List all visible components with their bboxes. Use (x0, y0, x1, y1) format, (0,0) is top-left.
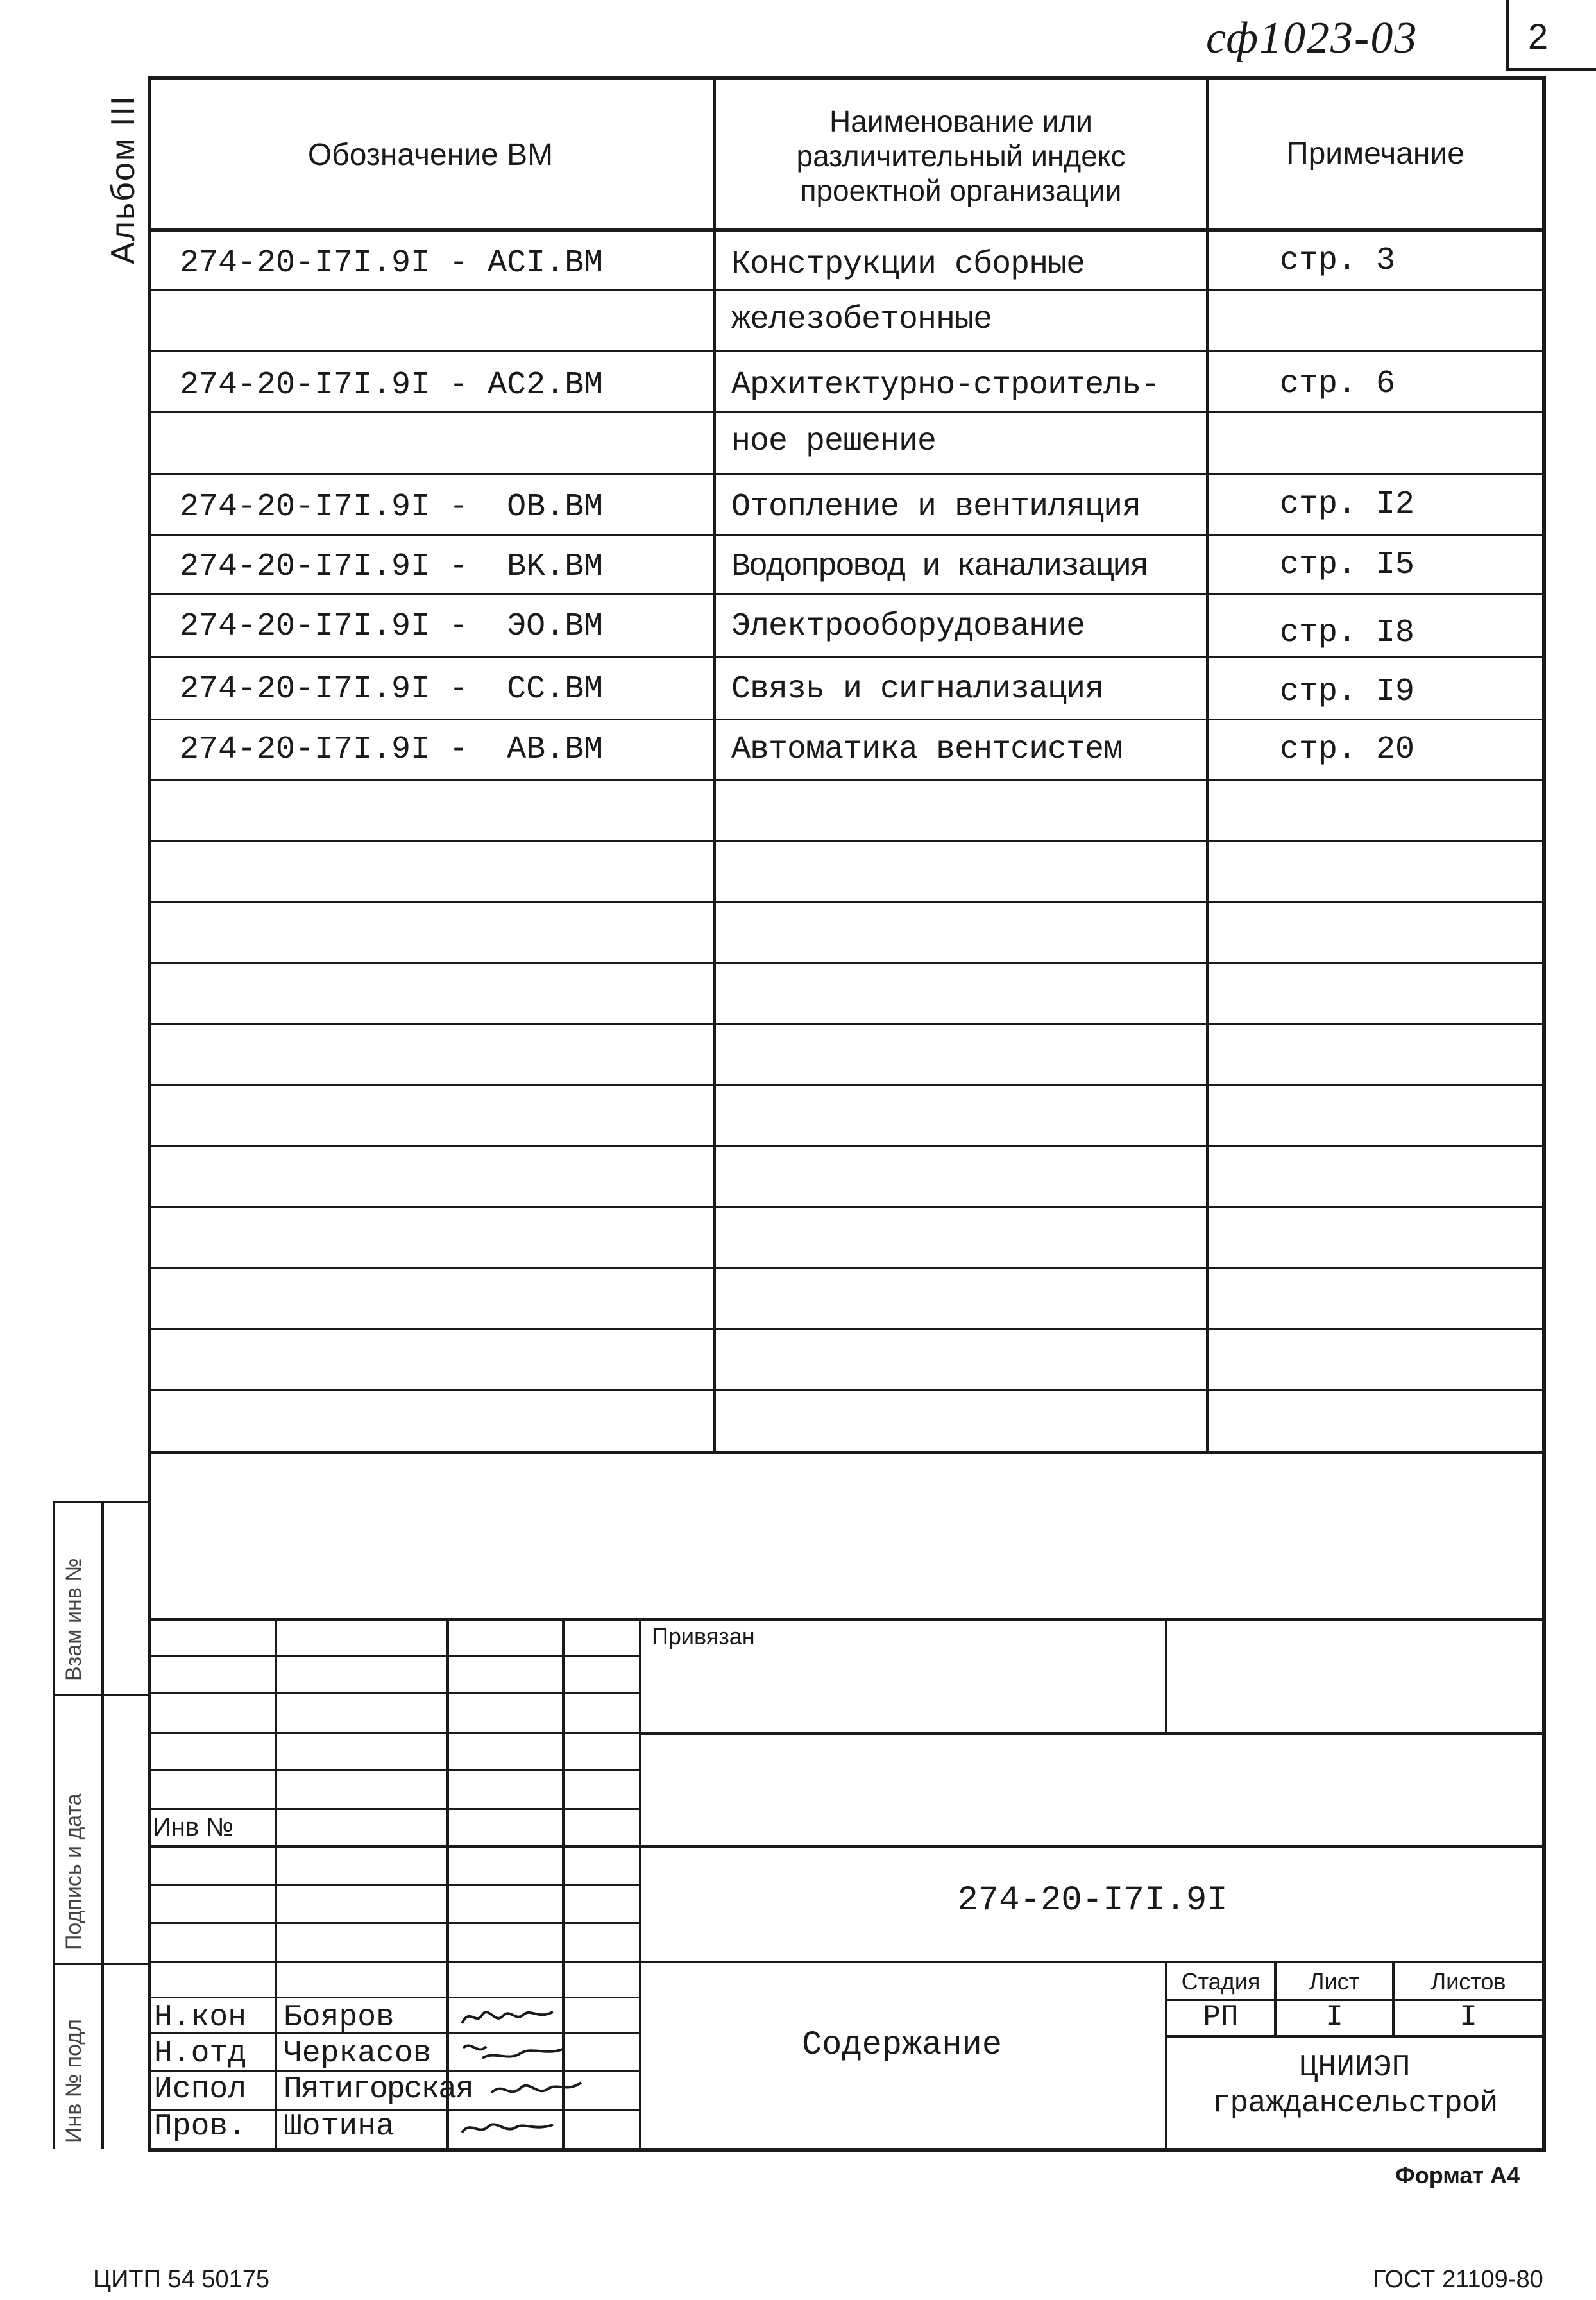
inv-no-label: Инв № (153, 1813, 234, 1841)
row-name: Автоматика вентсистем (731, 731, 1123, 768)
stage-label: Стадия (1181, 1968, 1261, 1995)
person-name: Пятигорская (284, 2072, 473, 2107)
stage-value: РП (1203, 2000, 1239, 2034)
person-name: Черкасов (284, 2036, 432, 2071)
tb-row-line (148, 1808, 640, 1810)
format-label: Формат А4 (1395, 2162, 1520, 2188)
sheets-value: I (1459, 2000, 1477, 2034)
person-role: Пров. (154, 2109, 247, 2144)
header-name-line-1: Наименование или (829, 105, 1092, 138)
row-line (148, 656, 1546, 658)
frame-top (148, 76, 1546, 80)
row-code: 274-20-I7I.9I - AB.BM (180, 731, 604, 768)
header-name-line-3: проектной организации (800, 174, 1122, 207)
doc-code: 274-20-I7I.9I (957, 1881, 1228, 1920)
stamp-strip-line-1 (53, 1501, 148, 1503)
row-line (148, 1328, 1546, 1330)
row-line (148, 719, 1546, 720)
tb-privyazan-divider (1165, 1618, 1167, 1732)
stamp-strip-left (53, 1501, 55, 2149)
stamp-label-podpis-data: Подпись и дата (62, 1793, 86, 1950)
row-name: ное решение (731, 423, 937, 460)
handwritten-document-code: сф1023-03 (1206, 13, 1418, 63)
tb-row-line (148, 1884, 640, 1886)
row-note: стр. I2 (1280, 486, 1415, 523)
row-line (148, 1023, 1546, 1025)
row-name: Конструкции сборные (731, 246, 1085, 283)
sheets-label: Листов (1430, 1968, 1506, 1995)
header-note: Примечание (1286, 137, 1464, 171)
row-note: стр. 20 (1280, 731, 1415, 768)
row-note: стр. 6 (1280, 366, 1396, 402)
row-name: железобетонные (731, 302, 992, 338)
row-line (148, 1267, 1546, 1269)
row-name: Связь и сигнализация (731, 671, 1104, 708)
person-role: Испол (154, 2072, 247, 2107)
signature-image (457, 2036, 566, 2068)
album-label: Альбом III (105, 94, 142, 264)
tb-row-line (148, 1655, 640, 1657)
tb-top-left (148, 1618, 640, 1621)
page-number-underline (1506, 68, 1596, 71)
sheet-label: Лист (1309, 1968, 1360, 1995)
table-col-divider-2 (1206, 76, 1209, 1452)
person-role: Н.кон (154, 2000, 247, 2035)
stamp-strip-line-2 (53, 1694, 148, 1696)
table-bottom (148, 1451, 1546, 1454)
header-name-line-2: различительный индекс (796, 139, 1126, 173)
tb-row-line (148, 1997, 640, 1998)
row-line (148, 1206, 1546, 1208)
org-name-line-1: ЦНИИЭП (1299, 2050, 1411, 2085)
row-code: 274-20-I7I.9I - ACI.BM (180, 245, 604, 282)
row-line (148, 473, 1546, 475)
header-name (716, 104, 1206, 208)
tb-row-line (148, 1922, 640, 1924)
tb-row-line (148, 1692, 640, 1694)
tb-top-right (639, 1618, 1546, 1621)
row-line (148, 1389, 1546, 1391)
frame-right (1542, 76, 1546, 2151)
org-name-line-2: граждансельстрой (1212, 2086, 1498, 2121)
tb-row-line (148, 1769, 640, 1771)
row-line (148, 350, 1546, 352)
row-code: 274-20-I7I.9I - BK.BM (180, 549, 604, 585)
footer-left-code: ЦИТП 54 50175 (93, 2266, 269, 2293)
signature-image (457, 2000, 559, 2032)
row-code: 274-20-I7I.9I - ЭO.BM (180, 608, 604, 645)
row-line (148, 1145, 1546, 1147)
row-note: стр. I8 (1280, 615, 1415, 651)
signature-image (457, 2112, 559, 2142)
tb-row-line (148, 1845, 640, 1848)
tb-stage-bottom (1165, 2035, 1546, 2038)
row-note: стр. 3 (1280, 243, 1396, 279)
row-line (148, 779, 1546, 781)
person-role: Н.отд (154, 2036, 247, 2071)
stamp-strip-right (101, 1501, 104, 2149)
row-line (148, 1084, 1546, 1086)
row-note: стр. I5 (1280, 547, 1415, 583)
row-code: 274-20-I7I.9I - OB.BM (180, 489, 604, 525)
page-number-divider (1506, 0, 1509, 69)
header-designation: Обозначение ВМ (307, 138, 554, 172)
footer-right-gost: ГОСТ 21109-80 (1373, 2266, 1543, 2293)
stamp-strip-line-3 (53, 1963, 148, 1965)
row-line (148, 840, 1546, 842)
row-line (148, 901, 1546, 903)
row-name: Архитектурно-строитель- (731, 367, 1160, 404)
row-line (148, 534, 1546, 536)
tb-code-bottom (639, 1961, 1546, 1963)
table-col-divider-1 (713, 76, 716, 1452)
privyazan-label: Привязан (652, 1623, 755, 1649)
tb-code-top (639, 1845, 1546, 1848)
row-line (148, 962, 1546, 964)
frame-bottom (148, 2148, 1546, 2152)
sheet-value: I (1325, 2000, 1343, 2034)
tb-row-line (148, 1961, 640, 1963)
row-code: 274-20-I7I.9I - AC2.BM (180, 367, 604, 404)
stamp-label-vzam-inv: Взам инв № (62, 1558, 86, 1681)
doc-title: Содержание (801, 2026, 1003, 2064)
signature-image (488, 2074, 584, 2106)
row-line (148, 411, 1546, 413)
row-note: стр. I9 (1280, 674, 1415, 710)
page-number: 2 (1528, 16, 1549, 56)
row-line (148, 289, 1546, 291)
person-name: Бояров (284, 2000, 395, 2035)
frame-left (148, 76, 151, 2151)
tb-privyazan-bottom (639, 1732, 1546, 1735)
stamp-label-inv-podl: Инв № подл (62, 2019, 86, 2143)
row-code: 274-20-I7I.9I - CC.BM (180, 671, 604, 708)
row-name: Электрооборудование (731, 608, 1085, 645)
row-line (148, 593, 1546, 595)
tb-row-line (148, 1732, 640, 1734)
row-name: Отопление и вентиляция (731, 489, 1141, 525)
table-header-bottom (148, 228, 1546, 232)
row-name: Водопровод и канализация (731, 549, 1148, 585)
person-name: Шотина (284, 2109, 395, 2144)
